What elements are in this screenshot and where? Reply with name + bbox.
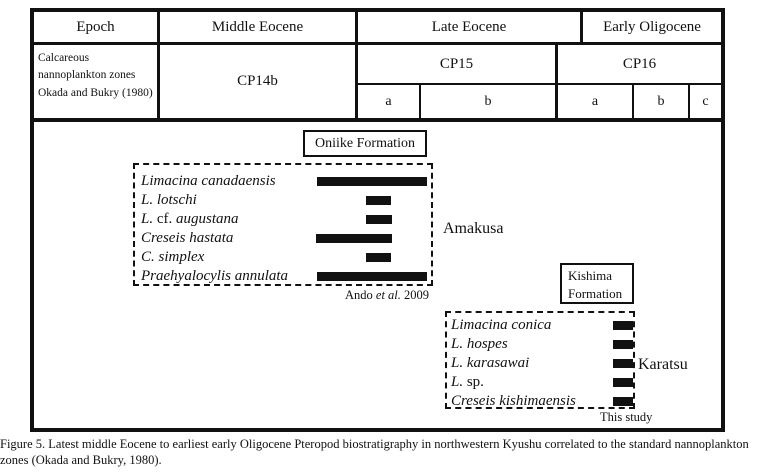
oniike-formation-label: Oniike Formation xyxy=(315,136,415,151)
figure-inner xyxy=(34,12,721,428)
species-row xyxy=(34,335,721,354)
species-name: Limacina canadaensis xyxy=(141,173,276,189)
epoch-late-eocene: Late Eocene xyxy=(431,19,507,35)
species-name: L. lotschi xyxy=(141,192,197,208)
subzone-cp16a: a xyxy=(591,94,599,109)
zones-label-line-1: Calcareous xyxy=(38,52,90,64)
source-text: This study xyxy=(600,410,653,424)
kishima-formation-box xyxy=(560,263,634,304)
zone-cp16: CP16 xyxy=(622,56,657,72)
range-bar xyxy=(366,215,392,224)
source-text: Ando xyxy=(345,288,376,302)
range-bar xyxy=(613,359,633,368)
kishima-formation-line-2: Formation xyxy=(568,286,623,302)
range-bar xyxy=(613,340,633,349)
species-name: Creseis kishimaensis xyxy=(451,393,576,409)
range-bar xyxy=(317,272,427,281)
zone-cp14b: CP14b xyxy=(237,73,278,89)
kishima-formation-line-1: Kishima xyxy=(568,268,613,283)
subzone-cp16b: b xyxy=(657,94,665,109)
range-bar xyxy=(317,177,427,186)
epoch-middle-eocene: Middle Eocene xyxy=(211,19,304,35)
species-row xyxy=(34,392,721,411)
range-bar xyxy=(613,321,633,330)
species-row xyxy=(34,316,721,335)
epoch-early-oligocene: Early Oligocene xyxy=(603,19,701,35)
nannoplankton-zones-label xyxy=(38,50,157,102)
range-bar xyxy=(316,234,392,243)
subzone-cp16c: c xyxy=(702,94,709,109)
source-text: 2009 xyxy=(400,288,430,302)
source-text-italic: et al. xyxy=(375,288,401,302)
species-row xyxy=(34,210,721,229)
species-row xyxy=(34,191,721,210)
range-bar xyxy=(366,196,391,205)
grid-line-header-bottom xyxy=(34,118,721,122)
range-bar xyxy=(366,253,391,262)
range-bar xyxy=(613,397,633,406)
range-bar xyxy=(613,378,633,387)
subzone-cp15b: b xyxy=(484,94,492,109)
zones-label-line-2: nannoplankton zones xyxy=(38,69,136,82)
species-name: L. hospes xyxy=(451,336,508,352)
species-name: L. cf. augustana xyxy=(141,211,239,227)
amakusa-label: Amakusa xyxy=(443,220,504,237)
species-row xyxy=(34,354,721,373)
karatsu-label: Karatsu xyxy=(638,356,688,373)
subzone-cp15a: a xyxy=(385,94,392,109)
species-row xyxy=(34,229,721,248)
species-name: Creseis hastata xyxy=(141,230,234,246)
zones-label-line-3: Okada and Bukry (1980) xyxy=(38,86,153,99)
epoch-header-label: Epoch xyxy=(76,19,115,35)
figure-frame xyxy=(30,8,725,432)
zone-cp15: CP15 xyxy=(439,56,474,72)
oniike-source-label xyxy=(345,288,429,303)
species-name: Praehyalocylis annulata xyxy=(141,268,289,284)
species-row xyxy=(34,373,721,392)
species-name: L. sp. xyxy=(451,374,484,390)
species-name: L. karasawai xyxy=(451,355,530,371)
kishima-source-label xyxy=(600,410,652,425)
species-row xyxy=(34,172,721,191)
figure-caption: Figure 5. Latest middle Eocene to earliest early Oligocene Pteropod biostratigraphy in northwestern Kyushu correlated to the standard nannoplankton zones (Okada and Bukry, 1980). xyxy=(0,437,749,467)
species-name: Limacina conica xyxy=(451,317,552,333)
species-name: C. simplex xyxy=(141,249,205,265)
oniike-formation-box xyxy=(303,130,427,157)
